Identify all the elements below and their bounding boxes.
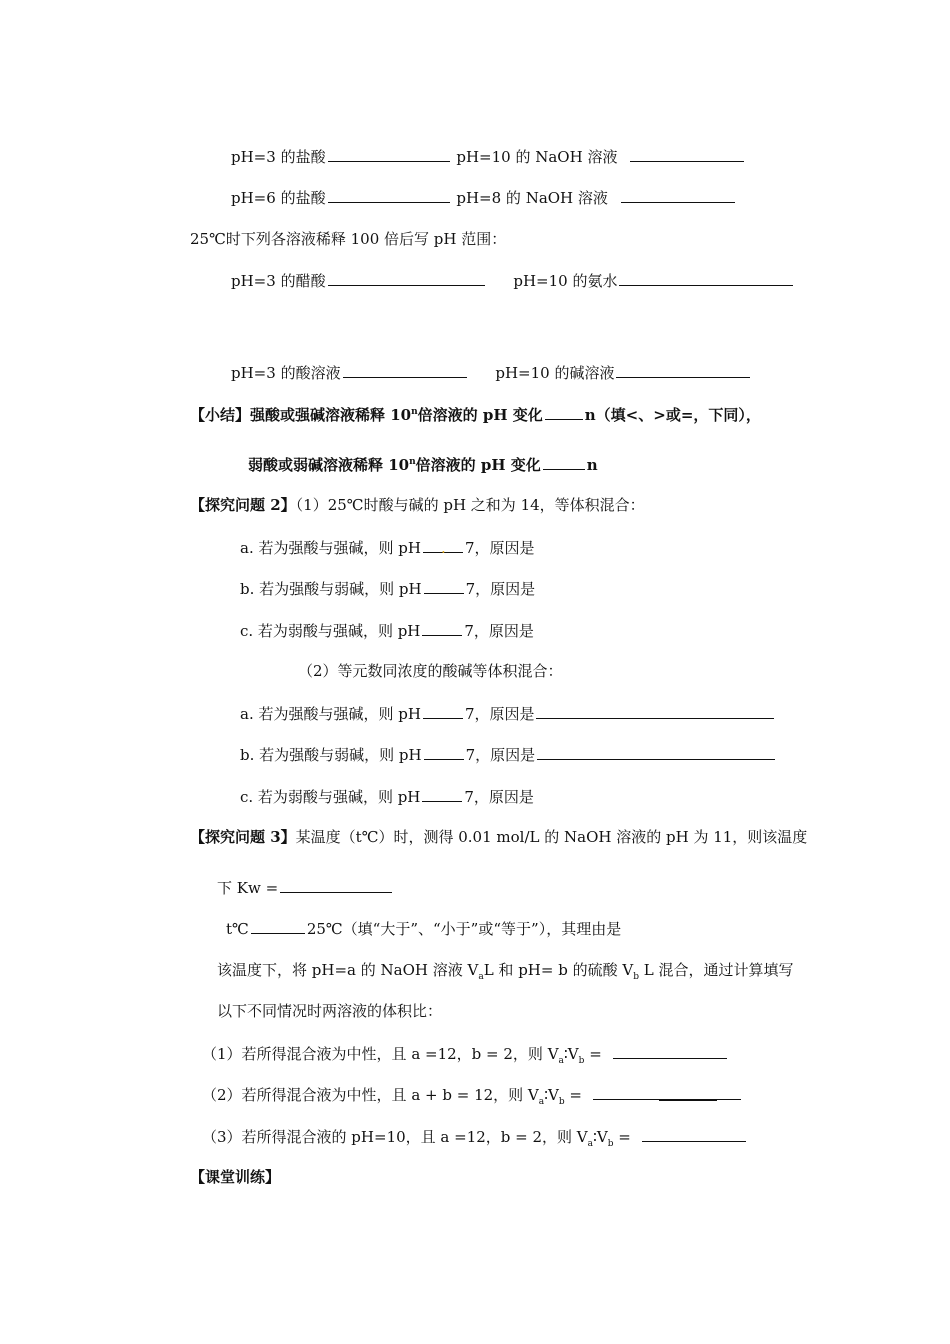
equals-sign: = (584, 1045, 602, 1063)
answer-blank[interactable] (422, 786, 462, 802)
case-text: （2）若所得混合液为中性，且 a + b = 12，则 V (202, 1086, 539, 1104)
q2-heading: 【探究问题 2】 (190, 496, 296, 514)
q2-option-text: b. 若为强酸与弱碱，则 pH (240, 580, 422, 598)
subscript-a: a (478, 972, 484, 982)
text-ph10-naoh: pH=10 的 NaOH 溶液 (456, 148, 618, 166)
q2-1c (240, 620, 534, 641)
answer-blank[interactable] (280, 877, 392, 893)
answer-blank[interactable] (423, 537, 463, 557)
q3-case-3 (202, 1126, 748, 1147)
row-2 (231, 187, 737, 208)
subscript-b: b (633, 972, 639, 982)
row-4 (231, 270, 795, 291)
summary-text: n（填<、>或=，下同）， (584, 406, 761, 424)
q2-tail-text: 7，原因是 (464, 705, 535, 723)
ratio-symbol: ∶V (544, 1086, 559, 1104)
q2-option-text: c. 若为弱酸与强碱，则 pH (240, 788, 421, 806)
row-1 (231, 146, 746, 167)
q2-2b (240, 744, 777, 765)
answer-blank[interactable] (328, 187, 450, 203)
q3-intro-text: 某温度（t℃）时，测得 0.01 mol/L 的 NaOH 溶液的 pH 为 11，则该温度 (295, 828, 808, 846)
case-text: （3）若所得混合液的 pH=10，且 a =12，b = 2，则 V (202, 1128, 588, 1146)
summary-text: n (586, 456, 598, 474)
superscript-n: n (409, 457, 416, 467)
q3-text: L 混合，通过计算填写 (638, 961, 794, 979)
q2-1b (240, 578, 535, 599)
q3-kw (217, 877, 394, 898)
row-5 (231, 362, 752, 383)
answer-blank[interactable] (545, 404, 583, 420)
summary-line-1 (190, 404, 761, 425)
q3-text: 该温度下，将 pH=a 的 NaOH 溶液 V (217, 961, 479, 979)
ratio-symbol: ∶V (563, 1045, 579, 1063)
answer-blank[interactable] (328, 146, 450, 162)
q2-2c (240, 786, 534, 807)
superscript-n: n (411, 407, 418, 417)
answer-blank[interactable] (593, 1084, 741, 1100)
underline-mark (659, 1099, 717, 1101)
answer-blank[interactable] (621, 187, 735, 203)
q3-mix-2: 以下不同情况时两溶液的体积比： (217, 1002, 443, 1020)
q2-option-text: b. 若为强酸与弱碱，则 pH (240, 746, 422, 764)
answer-blank[interactable] (630, 146, 744, 162)
temp-label: t℃ (226, 920, 249, 938)
practice-heading: 【课堂训练】 (190, 1168, 281, 1186)
q2-2a (240, 703, 776, 724)
answer-blank[interactable] (251, 918, 305, 934)
q2-intro (190, 495, 645, 515)
q3-case-1 (202, 1043, 729, 1064)
subscript-b: b (578, 1056, 585, 1066)
summary-text: 倍溶液的 pH 变化 (415, 456, 541, 474)
q2-tail-text: 7，原因是 (464, 622, 534, 640)
answer-blank[interactable] (424, 744, 464, 760)
text-ph3-acid: pH=3 的酸溶液 (231, 364, 341, 382)
text-ph3-acetic: pH=3 的醋酸 (231, 272, 326, 290)
q3-temp (226, 918, 621, 939)
answer-blank[interactable] (619, 270, 793, 286)
answer-blank[interactable] (613, 1043, 727, 1059)
answer-blank[interactable] (423, 703, 463, 719)
summary-text: 倍溶液的 pH 变化 (417, 406, 543, 424)
q2-tail-text: 7，原因是 (464, 539, 535, 557)
summary-text: 弱酸或弱碱溶液稀释 10 (248, 456, 410, 474)
summary-text: 强酸或强碱溶液稀释 10 (250, 406, 412, 424)
q3-case-2 (202, 1084, 743, 1105)
answer-blank[interactable] (536, 703, 774, 719)
dilution-instruction: 25℃时下列各溶液稀释 100 倍后写 pH 范围： (190, 230, 507, 248)
subscript-b: b (607, 1139, 614, 1149)
answer-blank[interactable] (328, 270, 485, 286)
answer-blank[interactable] (642, 1126, 746, 1142)
subscript-a: a (587, 1139, 594, 1149)
dot-mark: . (440, 539, 446, 557)
answer-blank[interactable] (422, 620, 462, 636)
answer-blank[interactable] (543, 454, 585, 470)
q2-intro-2: （2）等元数同浓度的酸碱等体积混合： (298, 662, 563, 680)
equals-sign: = (564, 1086, 582, 1104)
q2-intro-text: （1）25℃时酸与碱的 pH 之和为 14，等体积混合： (295, 496, 645, 514)
q2-tail-text: 7，原因是 (464, 788, 534, 806)
text-ph3-hcl: pH=3 的盐酸 (231, 148, 326, 166)
equals-sign: = (613, 1128, 631, 1146)
answer-blank[interactable] (616, 362, 750, 378)
q3-text: L 和 pH= b 的硫酸 V (483, 961, 634, 979)
answer-blank[interactable] (537, 744, 775, 760)
q2-option-text: c. 若为弱酸与强碱，则 pH (240, 622, 421, 640)
subscript-a: a (558, 1056, 564, 1066)
answer-blank[interactable] (343, 362, 467, 378)
answer-blank[interactable] (424, 578, 464, 594)
text-ph10-base: pH=10 的碱溶液 (495, 364, 615, 382)
ratio-symbol: ∶V (593, 1128, 608, 1146)
kw-label: 下 Kw = (217, 879, 279, 897)
q2-1a (240, 537, 534, 558)
subscript-b: b (558, 1097, 565, 1107)
q2-tail-text: 7，原因是 (465, 580, 536, 598)
summary-line-2 (248, 454, 598, 475)
temp-text: 25℃（填“大于”、“小于”或“等于”），其理由是 (306, 920, 622, 938)
case-text: （1）若所得混合液为中性，且 a =12，b = 2，则 V (202, 1045, 559, 1063)
q2-option-text: a. 若为强酸与强碱，则 pH (240, 705, 421, 723)
q3-mix-1 (217, 960, 793, 980)
summary-heading: 【小结】 (190, 406, 251, 424)
text-ph10-ammonia: pH=10 的氨水 (513, 272, 618, 290)
q2-option-text: a. 若为强酸与强碱，则 pH (240, 539, 421, 557)
q3-heading: 【探究问题 3】 (190, 828, 296, 846)
text-ph8-naoh: pH=8 的 NaOH 溶液 (456, 189, 608, 207)
text-ph6-hcl: pH=6 的盐酸 (231, 189, 326, 207)
subscript-a: a (538, 1097, 545, 1107)
q3-intro (190, 827, 807, 847)
q2-tail-text: 7，原因是 (465, 746, 536, 764)
